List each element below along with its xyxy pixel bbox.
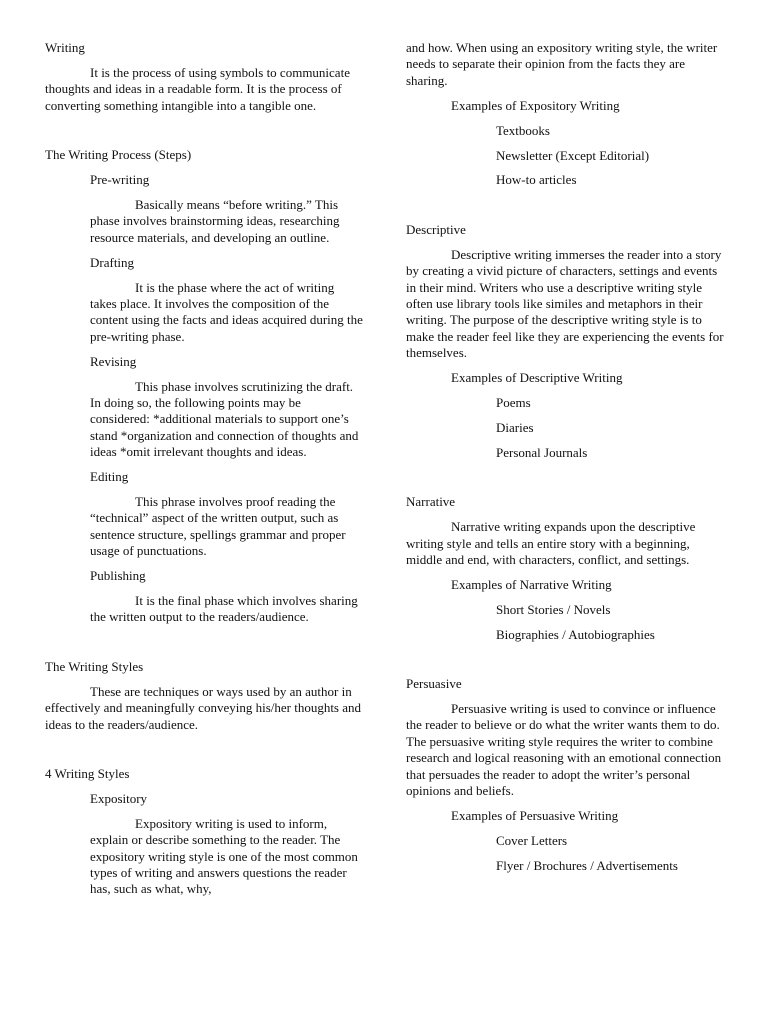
- writing-heading: Writing: [45, 40, 85, 55]
- narrative-examples-title: Examples of Narrative Writing: [451, 576, 612, 592]
- narrative-heading: Narrative: [406, 494, 456, 510]
- step-drafting: [90, 255, 363, 354]
- persuasive-heading: Persuasive: [406, 676, 462, 692]
- example-item: Flyer / Brochures / Advertisements: [496, 857, 678, 873]
- example-item: How-to articles: [496, 172, 577, 188]
- step-text: This phase involves scrutinizing the draft. In doing so, the following points may be considered: *additional materials to support one’s stand *organization and connection of thoughts and ideas *omit irrelevant thoughts and ideas.: [90, 378, 359, 460]
- example-item: Poems: [496, 395, 531, 410]
- step-title: Pre-writing: [90, 172, 150, 188]
- step-text: It is the final phase which involves sharing the written output to the readers/audience.: [90, 593, 358, 625]
- expository-title: Expository: [90, 790, 148, 806]
- step-text: It is the phase where the act of writing takes place. It involves the composition of the content using the facts and ideas acquired during the pre-writing phase.: [90, 279, 363, 344]
- right-column: [406, 40, 724, 874]
- step-revising: [90, 354, 363, 469]
- expository-examples-title: Examples of Expository Writing: [451, 97, 620, 113]
- writing-styles-definition: These are techniques or ways used by an author in effectively and meaningfully conveying his/her thoughts and ideas to the readers/audience.: [45, 683, 362, 732]
- descriptive-heading: Descriptive: [406, 221, 466, 237]
- persuasive-examples-title: Examples of Persuasive Writing: [451, 807, 619, 823]
- example-item: Personal Journals: [496, 444, 588, 460]
- example-item: Newsletter (Except Editorial): [496, 147, 650, 163]
- step-title: Drafting: [90, 254, 135, 270]
- left-column: [45, 40, 363, 898]
- step-publishing: [90, 568, 363, 626]
- four-styles-heading: 4 Writing Styles: [45, 766, 130, 781]
- descriptive-examples-title: Examples of Descriptive Writing: [451, 370, 623, 386]
- step-text: This phrase involves proof reading the “technical” aspect of the written output, such as sentence structure, spellings grammar and proper usage of punctuations.: [90, 494, 346, 559]
- example-item: Short Stories / Novels: [496, 601, 611, 617]
- expository-text-continued: and how. When using an expository writing style, the writer needs to separate their opinion from the facts they are sharing.: [406, 40, 718, 88]
- step-text: Basically means “before writing.” This phase involves brainstorming ideas, researching resource materials, and developing an outline.: [90, 196, 340, 245]
- step-title: Publishing: [90, 568, 146, 584]
- narrative-text: Narrative writing expands upon the descriptive writing style and tells an entire story with a beginning, middle and end, with characters, conflict, and settings.: [406, 519, 696, 567]
- step-prewriting: [90, 172, 363, 255]
- example-item: Diaries: [496, 419, 534, 435]
- expository-text: Expository writing is used to inform, explain or describe something to the reader. The expository writing style is one of the most common types of writing and answers questions the reader has, such as what, why,: [90, 815, 358, 897]
- example-item: Biographies / Autobiographies: [496, 626, 655, 642]
- writing-process-heading: The Writing Process (Steps): [45, 147, 192, 163]
- writing-styles-heading: The Writing Styles: [45, 658, 144, 674]
- style-expository: [90, 791, 363, 898]
- step-editing: [90, 469, 363, 568]
- step-title: Editing: [90, 469, 129, 485]
- descriptive-text: Descriptive writing immerses the reader into a story by creating a vivid picture of characters, settings and events in their mind. Writers who use a descriptive writing style often use library tools like similes and metaphors in their writing. The purpose of the descriptive writing style is to make the reader feel like they are experiencing the events for themselves.: [406, 246, 724, 361]
- example-item: Cover Letters: [496, 832, 568, 848]
- example-item: Textbooks: [496, 122, 550, 138]
- writing-definition: It is the process of using symbols to communicate thoughts and ideas in a readable form. It is the process of converting something intangible into a tangible one.: [45, 64, 350, 113]
- persuasive-text: Persuasive writing is used to convince or influence the reader to believe or do what the writer wants them to do. The persuasive writing style requires the writer to combine research and logical reasoning with an emotional connection that persuades the reader to adopt the writer’s personal opinions and beliefs.: [406, 700, 722, 798]
- step-title: Revising: [90, 353, 137, 369]
